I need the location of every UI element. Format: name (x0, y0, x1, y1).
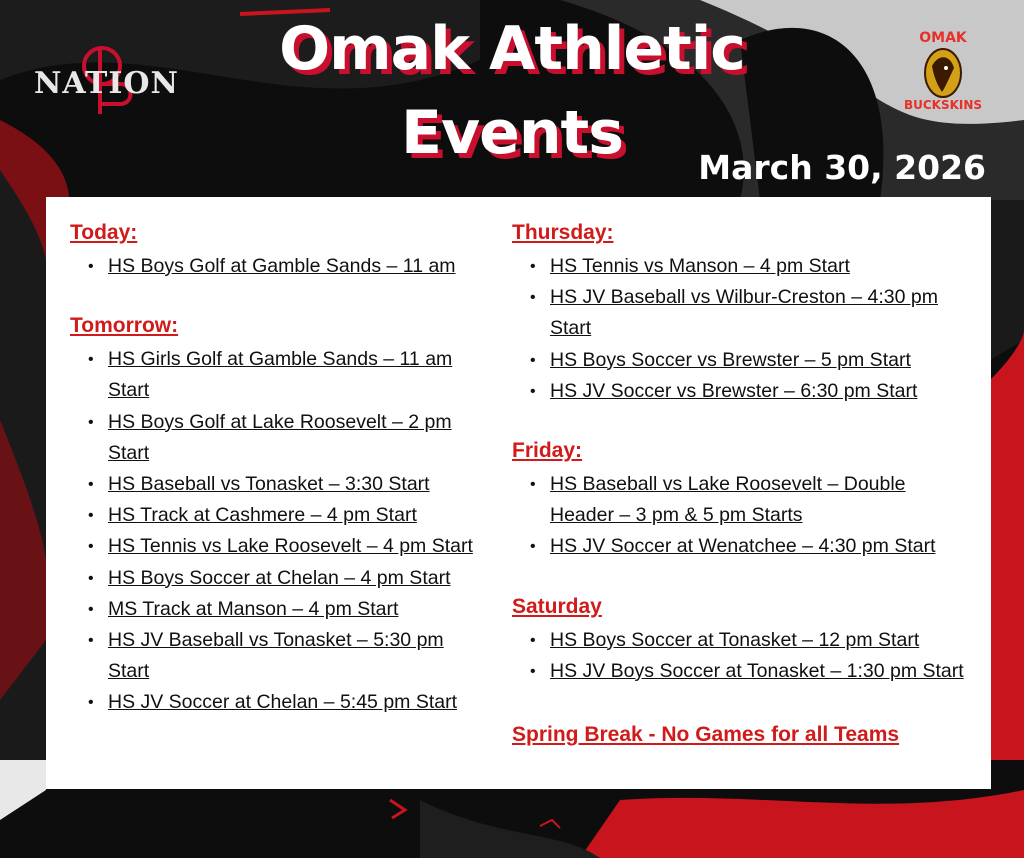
event-list (512, 625, 972, 687)
event-link[interactable]: HS JV Baseball vs Tonasket – 5:30 pm Start (108, 629, 444, 683)
event-item[interactable] (512, 376, 972, 407)
event-link[interactable]: HS JV Soccer at Wenatchee – 4:30 pm Start (550, 535, 936, 558)
section-spacer (70, 282, 490, 308)
day-heading-today[interactable]: Today: (70, 221, 138, 244)
left-column (70, 215, 490, 719)
bullet-icon: • (530, 538, 536, 556)
event-link[interactable]: HS Girls Golf at Gamble Sands – 11 am Start (108, 348, 453, 402)
event-link[interactable]: HS Boys Golf at Gamble Sands – 11 am (108, 255, 456, 277)
event-item[interactable] (70, 625, 490, 687)
event-list (70, 251, 490, 282)
event-link[interactable]: HS JV Soccer vs Brewster – 6:30 pm Start (550, 379, 918, 402)
event-item[interactable] (70, 407, 490, 469)
page-title-line-1: Omak Athletic (279, 14, 745, 84)
day-heading-friday[interactable]: Friday: (512, 439, 583, 463)
logo-omak-text: OMAK (919, 30, 967, 46)
bullet-icon: • (88, 694, 94, 712)
section-spacer (512, 687, 972, 713)
event-link[interactable]: HS JV Boys Soccer at Tonasket – 1:30 pm Start (550, 659, 964, 682)
bullet-icon: • (88, 569, 94, 587)
event-item[interactable] (512, 282, 972, 344)
page-title-line-2: Events (401, 98, 623, 168)
event-link[interactable]: HS Tennis vs Manson – 4 pm Start (550, 255, 850, 277)
bullet-icon: • (530, 476, 536, 494)
event-link[interactable]: HS Baseball vs Lake Roosevelt – Double Header – 3 pm & 5 pm Starts (550, 473, 906, 527)
event-item[interactable] (70, 594, 490, 625)
bullet-icon: • (88, 507, 94, 525)
event-list (70, 344, 490, 718)
day-heading-thursday[interactable]: Thursday: (512, 221, 614, 244)
event-item[interactable] (512, 625, 972, 656)
right-column (512, 215, 972, 753)
events-card (46, 197, 991, 789)
event-item[interactable] (512, 531, 972, 562)
event-item[interactable] (512, 251, 972, 282)
schedule-date: March 30, 2026 (698, 148, 986, 187)
bullet-icon: • (88, 413, 94, 431)
bullet-icon: • (88, 632, 94, 650)
bullet-icon: • (88, 538, 94, 556)
event-link[interactable]: HS Boys Soccer at Tonasket – 12 pm Start (550, 628, 920, 651)
event-link[interactable]: HS JV Soccer at Chelan – 5:45 pm Start (108, 691, 458, 714)
day-heading-saturday[interactable]: Saturday (512, 594, 602, 618)
event-item[interactable] (512, 469, 972, 531)
bullet-icon: • (88, 351, 94, 369)
event-item[interactable] (70, 251, 490, 282)
day-heading-tomorrow[interactable]: Tomorrow: (70, 314, 179, 338)
event-item[interactable] (70, 500, 490, 531)
bullet-icon: • (530, 631, 536, 649)
bullet-icon: • (530, 258, 536, 275)
bullet-icon: • (530, 289, 536, 307)
event-link[interactable]: HS Track at Cashmere – 4 pm Start (108, 504, 417, 527)
event-item[interactable] (70, 344, 490, 406)
nation-logo-text: NATION (34, 66, 179, 101)
bullet-icon: • (88, 476, 94, 494)
event-item[interactable] (70, 687, 490, 718)
event-link[interactable]: MS Track at Manson – 4 pm Start (108, 597, 399, 620)
bullet-icon: • (530, 662, 536, 680)
event-link[interactable]: HS Boys Soccer vs Brewster – 5 pm Start (550, 348, 911, 371)
event-list (512, 469, 972, 563)
bullet-icon: • (88, 258, 94, 275)
bullet-icon: • (530, 351, 536, 369)
section-spacer (512, 407, 972, 433)
event-item[interactable] (512, 345, 972, 376)
event-link[interactable]: HS Baseball vs Tonasket – 3:30 Start (108, 473, 430, 496)
spring-break-note: Spring Break - No Games for all Teams (512, 723, 900, 747)
logo-buckskins-text: BUCKSKINS (903, 98, 983, 112)
event-item[interactable] (70, 469, 490, 500)
event-link[interactable]: HS Boys Golf at Lake Roosevelt – 2 pm Start (108, 410, 452, 464)
bullet-icon: • (88, 600, 94, 618)
event-item[interactable] (70, 531, 490, 562)
event-link[interactable]: HS JV Baseball vs Wilbur-Creston – 4:30 pm Start (550, 286, 938, 340)
event-item[interactable] (512, 656, 972, 687)
event-item[interactable] (70, 563, 490, 594)
event-list (512, 251, 972, 407)
event-link[interactable]: HS Tennis vs Lake Roosevelt – 4 pm Start (108, 535, 473, 558)
section-spacer (512, 563, 972, 589)
bullet-icon: • (530, 382, 536, 400)
event-link[interactable]: HS Boys Soccer at Chelan – 4 pm Start (108, 566, 451, 589)
